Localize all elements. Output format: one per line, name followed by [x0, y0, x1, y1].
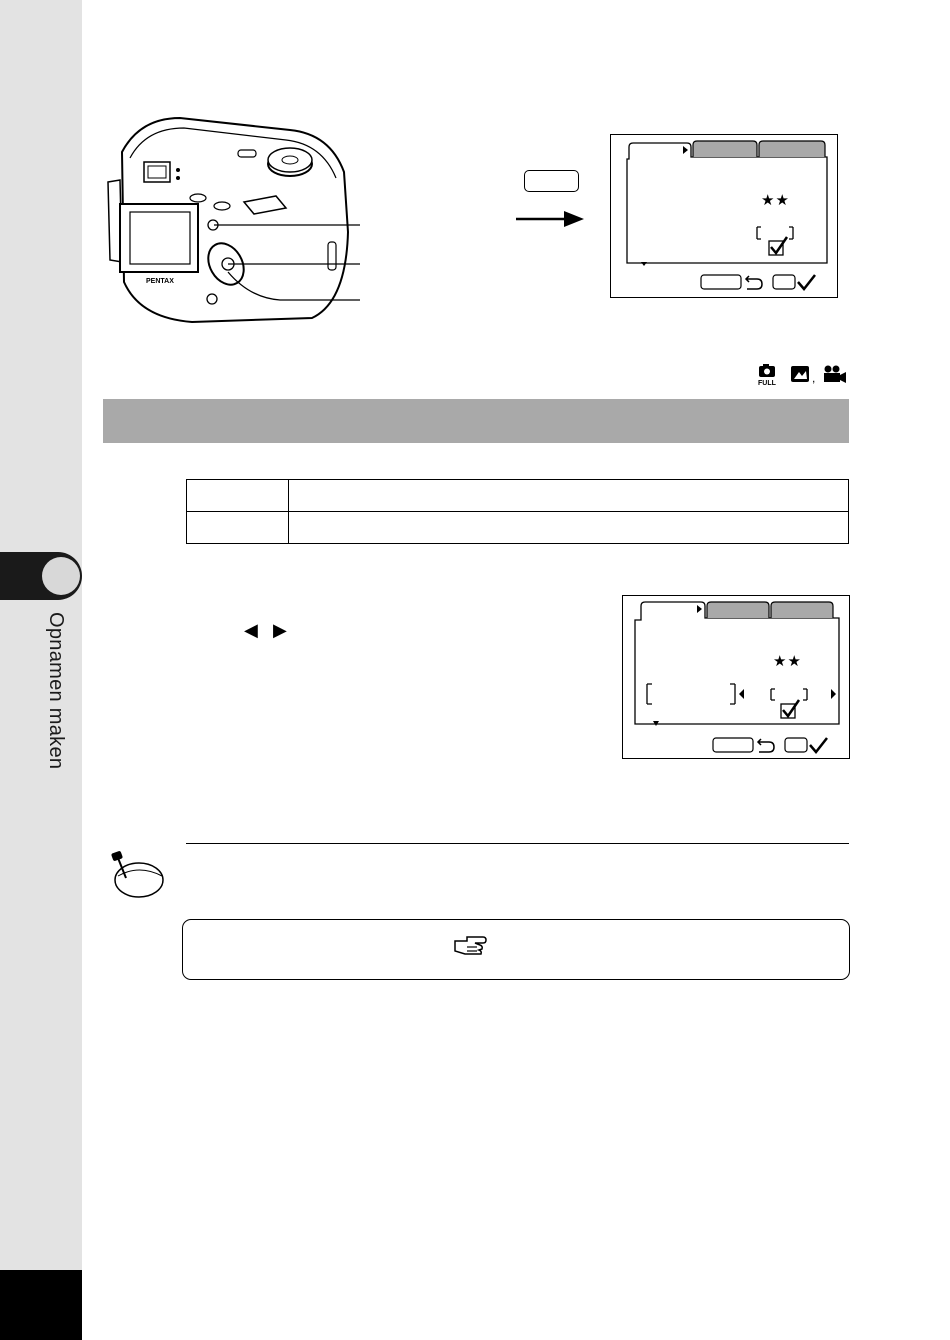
memo-pin-icon	[104, 848, 166, 900]
table-cell	[187, 512, 289, 544]
movie-icon	[824, 366, 846, 384]
table-row	[187, 512, 849, 544]
table-cell	[289, 512, 849, 544]
table-row	[187, 480, 849, 512]
note-divider	[186, 843, 849, 844]
camera-full-icon	[758, 364, 777, 386]
quality-rating: ★★	[773, 653, 802, 670]
svg-text:,: ,	[812, 371, 816, 385]
menu-button-illustration	[524, 170, 579, 192]
svg-text:PENTAX: PENTAX	[146, 278, 174, 285]
settings-table	[186, 479, 849, 544]
page-corner-block	[0, 1270, 82, 1340]
left-arrow-key-icon: ◀	[244, 620, 258, 640]
section-heading-bar	[103, 399, 849, 443]
quality-rating: ★★	[761, 192, 790, 209]
svg-text:FULL: FULL	[758, 380, 776, 386]
mode-icons	[756, 362, 850, 386]
lcd-menu-screen	[610, 134, 838, 298]
right-arrow-key-icon: ▶	[273, 620, 287, 640]
pointing-hand-icon	[453, 935, 487, 957]
camera-illustration	[100, 112, 370, 327]
chapter-strip	[0, 0, 82, 1340]
chapter-number-circle	[42, 557, 80, 595]
lcd-menu-frame	[611, 135, 839, 299]
reference-box	[182, 919, 850, 980]
lcd-menu-frame	[623, 596, 851, 760]
scene-icon	[791, 366, 809, 382]
table-cell	[289, 480, 849, 512]
chapter-label: Opnamen maken	[45, 612, 67, 770]
table-cell	[187, 480, 289, 512]
arrow-right-icon	[516, 208, 586, 230]
lcd-menu-screen-2	[622, 595, 850, 759]
